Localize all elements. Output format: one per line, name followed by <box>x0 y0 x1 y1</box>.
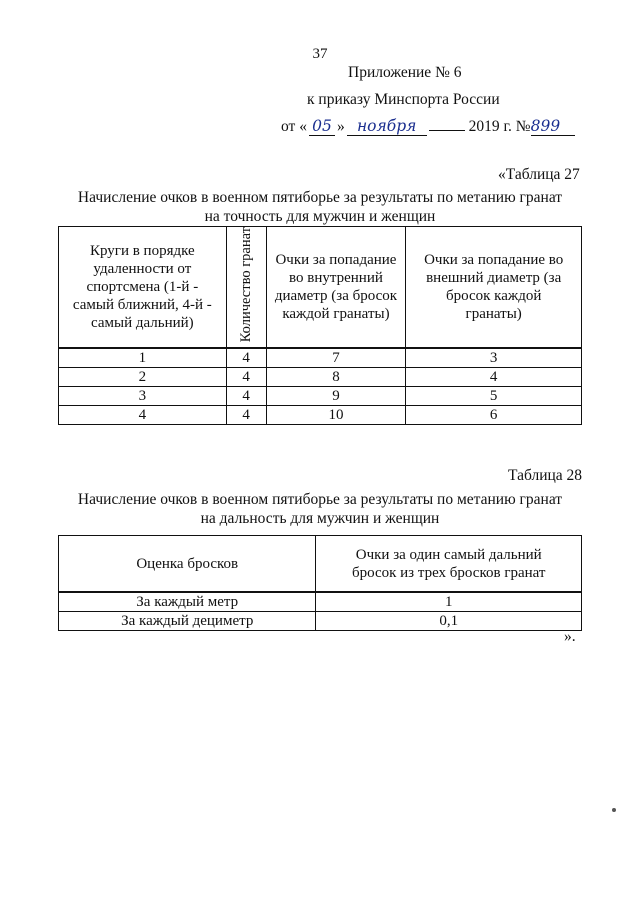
table-27-caption-line-2: на точность для мужчин и женщин <box>204 208 436 225</box>
closing-quote: ». <box>564 628 576 645</box>
table-cell: 6 <box>406 406 582 425</box>
table-27-label: «Таблица 27 <box>498 166 580 183</box>
table-28-label: Таблица 28 <box>508 467 583 484</box>
table-cell: 1 <box>316 592 582 612</box>
table-row <box>59 406 582 425</box>
table-cell: 2 <box>59 368 227 387</box>
table-cell: 0,1 <box>316 612 582 631</box>
year-and-number-label: 2019 г. № <box>468 118 531 135</box>
header-points-longest-throw: Очки за один самый дальний бросок из трех бросков гранат <box>316 536 582 593</box>
table-cell: За каждый метр <box>59 592 316 612</box>
order-date-line <box>281 117 575 136</box>
handwritten-month: ноября <box>347 117 427 136</box>
table-cell: 3 <box>59 387 227 406</box>
table-cell: 4 <box>406 368 582 387</box>
table-27-caption <box>60 188 580 226</box>
page-number: 37 <box>312 46 328 62</box>
header-grenade-count-text: Количество гранат <box>238 227 255 343</box>
header-inner-diameter: Очки за попадание во внутренний диаметр (за бросок каждой гранаты) <box>266 227 406 349</box>
table-28-caption-line-1: Начисление очков в военном пятиборье за результаты по метанию гранат <box>77 491 563 508</box>
table-cell: 4 <box>59 406 227 425</box>
table-cell: 10 <box>266 406 406 425</box>
handwritten-day: 05 <box>309 117 335 136</box>
table-cell: 8 <box>266 368 406 387</box>
table-row <box>59 348 582 368</box>
table-cell: 4 <box>226 348 266 368</box>
quote-close: » <box>336 118 345 135</box>
table-27 <box>58 226 582 425</box>
table-cell: 4 <box>226 368 266 387</box>
date-prefix: от « <box>281 118 307 135</box>
blank-underline <box>429 130 465 131</box>
handwritten-order-number: 899 <box>531 117 575 136</box>
table-row <box>59 387 582 406</box>
annex-title: Приложение № 6 <box>348 64 462 81</box>
header-grenade-count <box>226 227 266 349</box>
table-27-caption-line-1: Начисление очков в военном пятиборье за результаты по метанию гранат <box>77 189 563 206</box>
header-throw-rating: Оценка бросков <box>59 536 316 593</box>
table-header-row <box>59 227 582 349</box>
table-cell: 7 <box>266 348 406 368</box>
header-circles: Круги в порядке удаленности от спортсмена (1-й - самый ближний, 4-й - самый дальний) <box>59 227 227 349</box>
header-outer-diameter: Очки за попадание во внешний диаметр (за бросок каждой гранаты) <box>406 227 582 349</box>
table-header-row <box>59 536 582 593</box>
table-cell: 1 <box>59 348 227 368</box>
table-cell: 4 <box>226 406 266 425</box>
table-28-caption <box>60 490 580 528</box>
table-row <box>59 368 582 387</box>
table-28-caption-line-2: на дальность для мужчин и женщин <box>200 510 440 527</box>
table-row <box>59 612 582 631</box>
table-cell: За каждый дециметр <box>59 612 316 631</box>
scan-speck <box>612 808 616 812</box>
table-28 <box>58 535 582 631</box>
table-cell: 4 <box>226 387 266 406</box>
table-cell: 9 <box>266 387 406 406</box>
table-row <box>59 592 582 612</box>
order-reference: к приказу Минспорта России <box>307 91 500 108</box>
table-cell: 3 <box>406 348 582 368</box>
table-cell: 5 <box>406 387 582 406</box>
